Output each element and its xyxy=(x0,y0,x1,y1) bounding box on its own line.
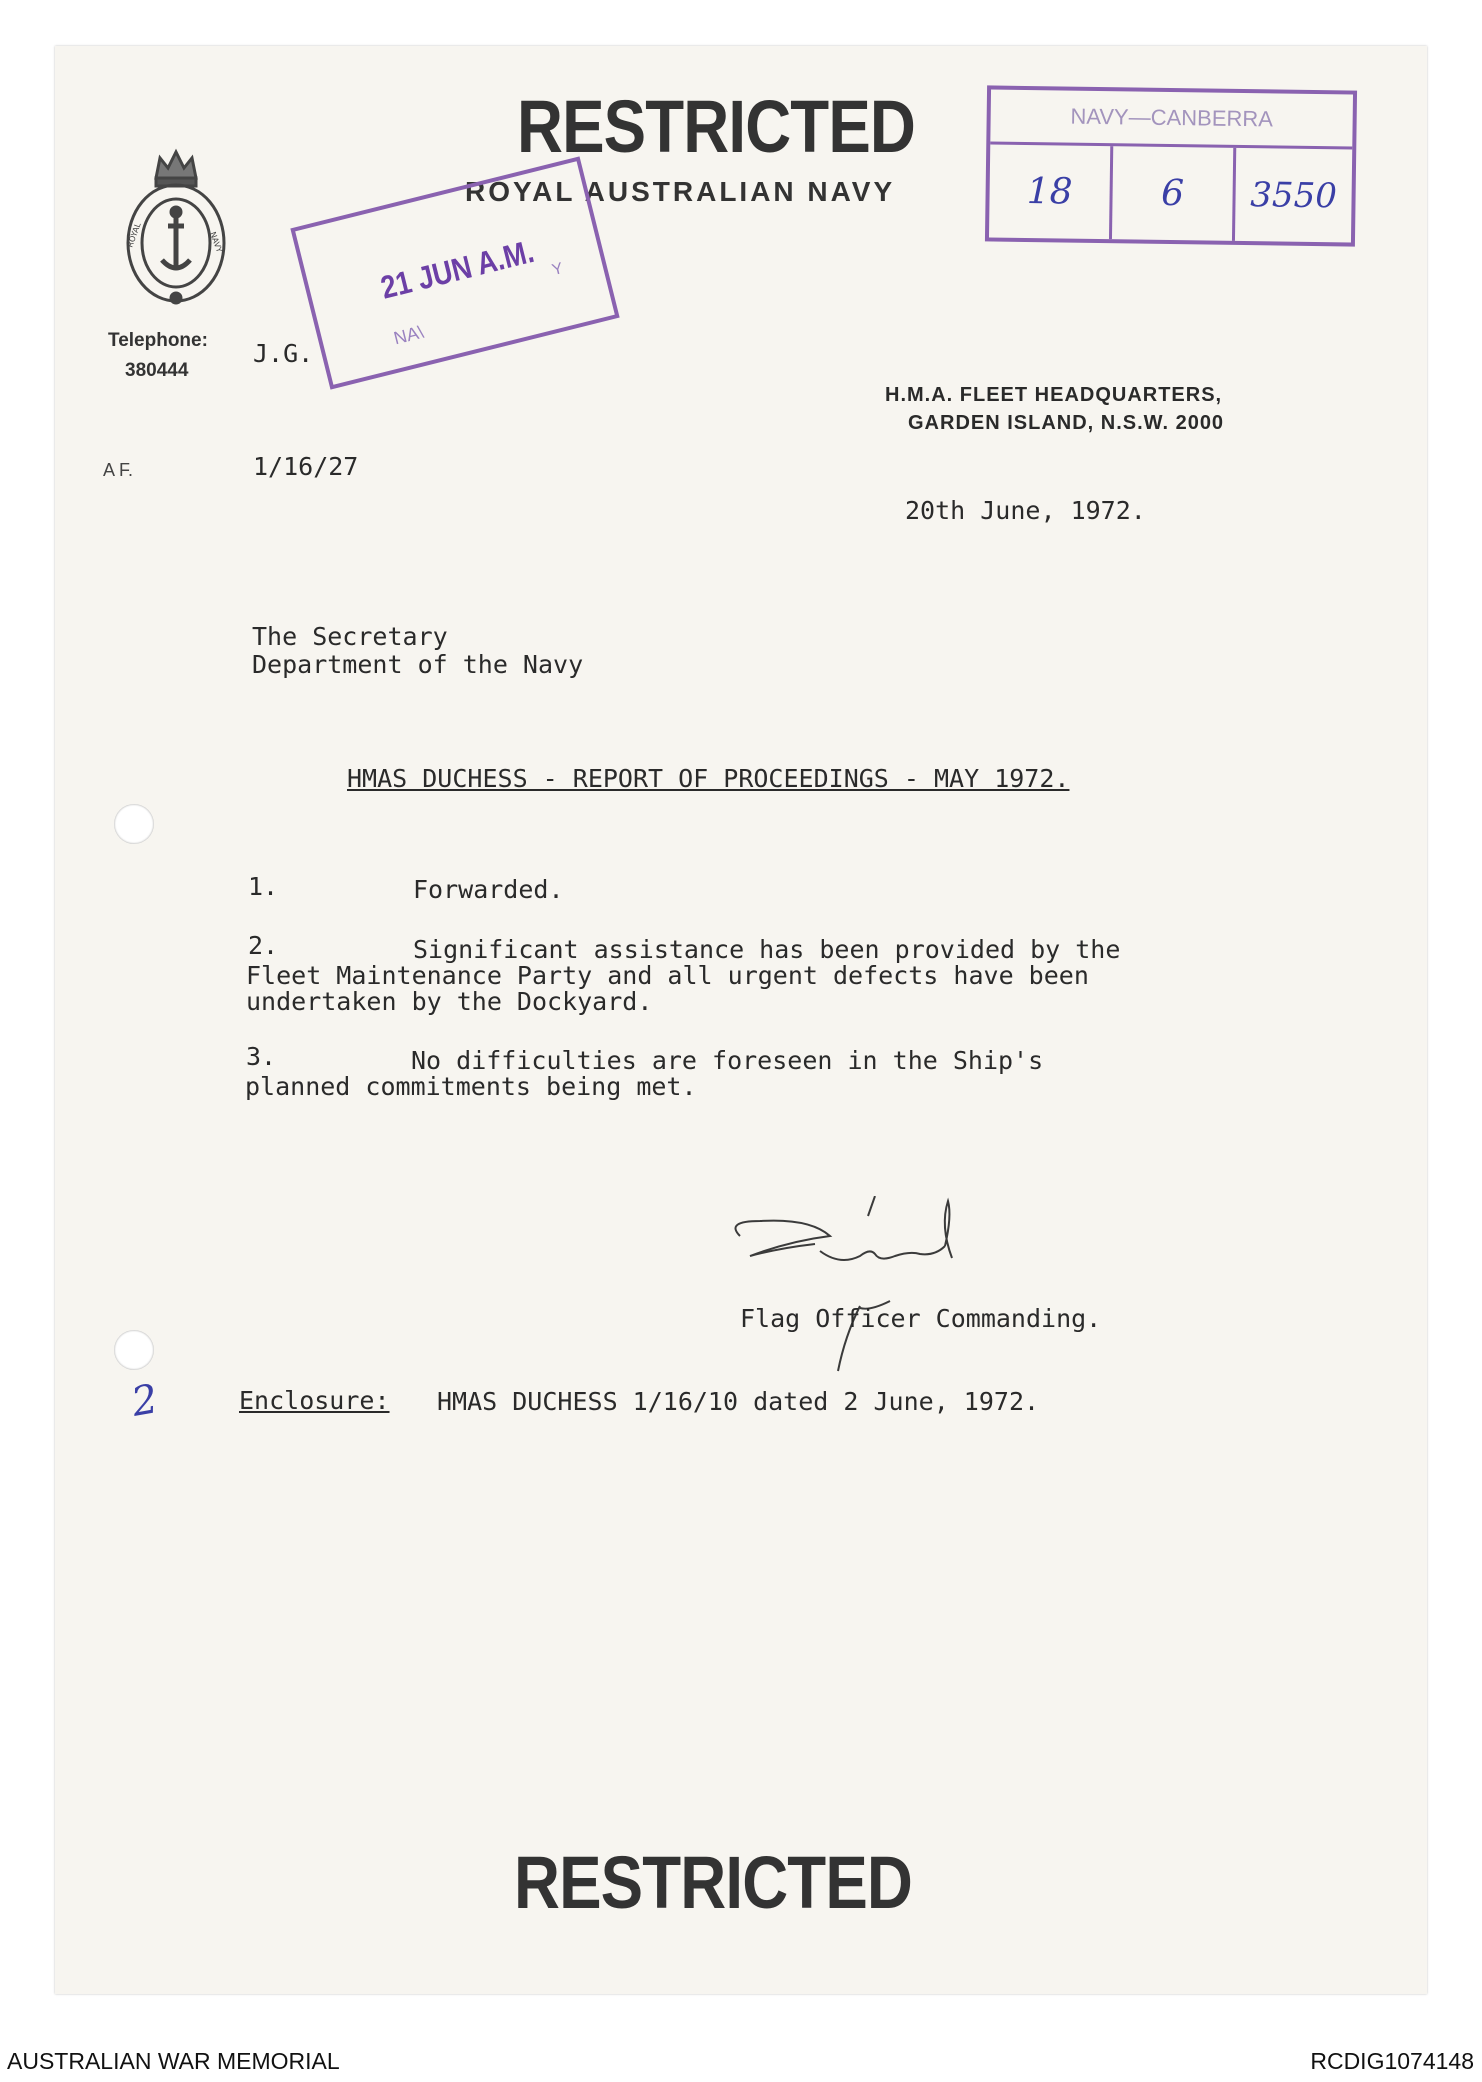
recipient-line1: The Secretary xyxy=(252,622,448,651)
file-reference: 1/16/27 xyxy=(253,452,359,481)
typist-initials: J.G. xyxy=(253,339,314,368)
received-stamp-partial-right: Y xyxy=(550,260,565,280)
punch-hole-bottom xyxy=(114,1330,154,1370)
telephone-number: 380444 xyxy=(125,360,189,381)
paragraph-1-text: Forwarded. xyxy=(413,875,564,904)
signatory-title: Flag Officer Commanding. xyxy=(740,1304,1102,1333)
registry-stamp-title: NAVY—CANBERRA xyxy=(1070,103,1274,132)
svg-text:ROYAL: ROYAL xyxy=(125,221,143,249)
registry-stamp xyxy=(985,85,1357,246)
address-line2: GARDEN ISLAND, N.S.W. 2000 xyxy=(908,412,1225,434)
enclosure-label: Enclosure: xyxy=(239,1386,390,1415)
paragraph-2-line3: undertaken by the Dockyard. xyxy=(246,987,653,1016)
af-label: A F. xyxy=(103,460,134,480)
footer-source: AUSTRALIAN WAR MEMORIAL xyxy=(7,2048,340,2074)
classification-top: RESTRICTED xyxy=(517,85,916,168)
paragraph-2-line1: Significant assistance has been provided by the xyxy=(413,935,1121,964)
received-date: 21 JUN A.M. xyxy=(377,232,538,306)
recipient-line2: Department of the Navy xyxy=(252,650,584,679)
punch-hole-top xyxy=(114,804,154,844)
registry-cell-day: 18 xyxy=(1026,170,1073,213)
address-line1: H.M.A. FLEET HEADQUARTERS, xyxy=(885,384,1223,406)
margin-mark: 2 xyxy=(128,1376,162,1426)
paragraph-2-number: 2. xyxy=(248,931,279,960)
classification-bottom: RESTRICTED xyxy=(514,1841,913,1924)
registry-cell-month: 6 xyxy=(1160,172,1185,215)
paragraph-2-line2: Fleet Maintenance Party and all urgent defects have been xyxy=(246,961,1089,990)
handwritten-signature xyxy=(720,1196,980,1376)
paragraph-3-number: 3. xyxy=(246,1042,277,1071)
received-stamp-partial-left: NA\ xyxy=(391,321,426,349)
letter-subject: HMAS DUCHESS - REPORT OF PROCEEDINGS - MAY 1972. xyxy=(347,764,1070,793)
org-name: ROYAL AUSTRALIAN NAVY xyxy=(465,176,896,207)
navy-crest-icon xyxy=(118,138,234,306)
paragraph-1-number: 1. xyxy=(248,872,279,901)
svg-text:NAVY: NAVY xyxy=(208,230,224,254)
footer-identifier: RCDIG1074148 xyxy=(1310,2048,1474,2074)
paragraph-3-line1: No difficulties are foreseen in the Ship's xyxy=(411,1046,1044,1075)
telephone-label: Telephone: xyxy=(108,330,208,351)
enclosure-text: HMAS DUCHESS 1/16/10 dated 2 June, 1972. xyxy=(437,1387,1040,1416)
paragraph-3-line2: planned commitments being met. xyxy=(245,1072,697,1101)
registry-cell-number: 3550 xyxy=(1250,174,1338,216)
letter-date: 20th June, 1972. xyxy=(905,496,1146,525)
